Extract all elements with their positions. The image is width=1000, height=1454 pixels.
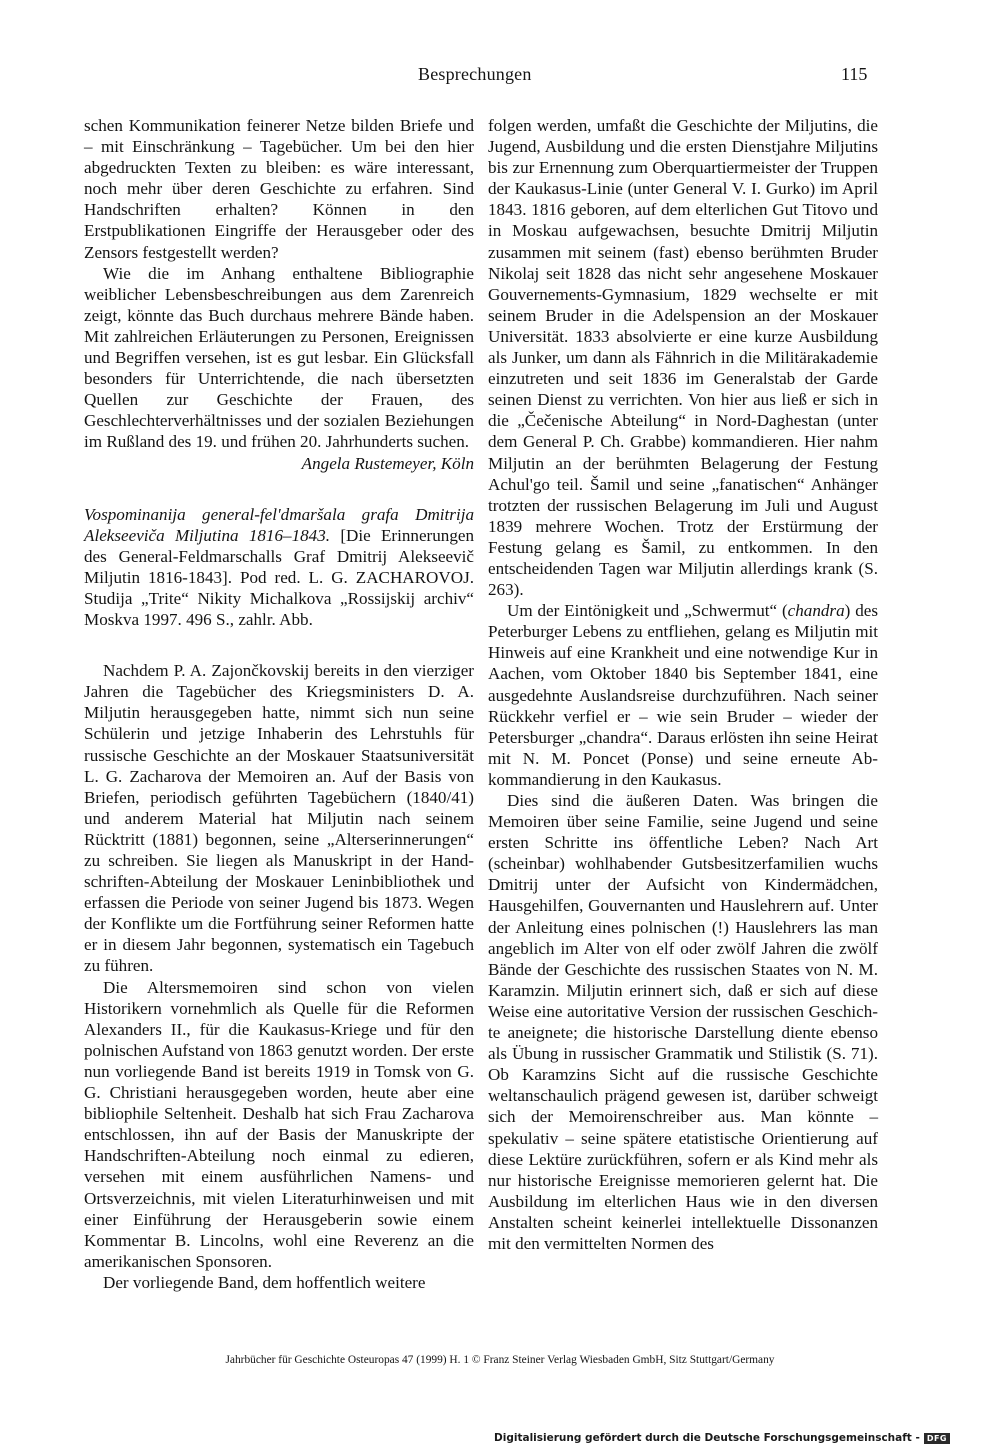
journal-footer: Jahrbücher für Geschichte Osteuropas 47 (1999) H. 1 © Franz Steiner Verlag Wiesbaden GmbH, Sitz Stuttgart/Germany: [225, 1354, 775, 1366]
book-title: Vospominanija general-fel'dmaršala grafa Dmitrija Alekseeviča Miljutina 1816–1843.: [84, 504, 474, 545]
paragraph: Nachdem P. A. Zajončkovskij bereits in den vierziger Jahren die Tagebücher des Kriegsministers D. A. Miljutin herausgegeben hatte, nimmt sich nun seine Schülerin und jetzige Inhaberin des Lehrstuhls für russische Geschichte an der Moskauer Staatsuniversität L. G. Zacharova der Memoiren an. Auf der Basis von Briefen, periodisch geführten Tagebüchern (1840/41) und anderem Material hat Miljutin nach seinem Rücktritt (1881) begonnen, seine „Alterserinnerungen“ zu schreiben. Sie liegen als Manuskript in der Handschriften-Abteilung der Moskauer Leninbibliothek und erfassen die Periode von seiner Jugend bis 1873. Wegen der Konflikte um die Fortführung seiner Reformen hatte er in diesem Jahr begonnen, systematisch ein Tagebuch zu führen.: [84, 661, 474, 976]
book-details: [Die Erinnerungen des General-Feldmarschalls Graf Dmitrij Alekseevič Miljutin 1816-1843]. Pod red. L. G. ZACHAROVOJ. Studija „Trite“ Nikity Michalkova „Rossijskij archiv“ Moskva 1997. 496 S., zahlr. Abb.: [84, 525, 475, 630]
section-gap: [84, 474, 474, 504]
digitization-text: Digitalisierung gefördert durch die Deutsche Forschungsgemeinschaft -: [494, 1432, 920, 1444]
text-span: ) des Peterburger Lebens zu entfliehen, gelang es Miljutin mit Hinweis auf eine Krankheit und eine notwendige Kur in Aachen, vom Oktober 1840 bis September 1841, eine ausgedehnte Auslandsreise durchzuführen. Nach seiner Rückkehr verfiel er – wie sein Bruder – wieder der Petersburger „chandra“. Daraus erlösten ihn seine Heirat mit N. M. Poncet (Ponse) und seine erneute Abkommandierung in den Kaukasus.: [488, 601, 878, 789]
paragraph-continued: schen Kommunikation feinerer Netze bilden Briefe und – mit Einschränkung – Tagebücher. Um bei den hier abgedruckten Texten zu bleiben: es wäre interessant, noch mehr über deren Geschichte zu erfahren. Sind Handschriften erhalten? Können in den Erstpublikationen Eingriffe der Herausgeber oder des Zensors festgestellt werden?: [84, 116, 474, 262]
left-column: [84, 115, 474, 1293]
dfg-logo: DFG: [924, 1433, 950, 1444]
running-title: Besprechungen: [418, 64, 532, 84]
digitization-note: [494, 1432, 950, 1444]
paragraph: Die Altersmemoiren sind schon von vielen Historikern vornehmlich als Quelle für die Reformen Alexanders II., für die Kaukasus-Kriege und für den polnischen Aufstand von 1863 genutzt worden. Der erste nun vorliegende Band ist bereits 1919 in Tomsk von G. G. Christiani herausgegeben worden, heute aber eine bibliophile Seltenheit. Deshalb hat sich Frau Zacharova entschlossen, ihn auf der Basis der Manuskripte der Handschriften-Abteilung noch einmal zu edieren, versehen mit einem ausführlichen Namens- und Ortsverzeichnis, mit vielen Literaturhinweisen und mit einer Einführung der Herausgeberin sowie einem Kommentar B. Lincolns, wohl eine Reverenz an die amerikanischen Sponsoren.: [84, 977, 474, 1271]
paragraph: [488, 600, 878, 790]
right-column: [488, 115, 878, 1254]
page-number: 115: [841, 64, 868, 84]
paragraph: Dies sind die äußeren Daten. Was bringen die Memoiren über seine Familie, seine Jugend und seine ersten Schritte ins öffentliche Leben? Nach Art (scheinbar) wohlhabender Gutsbesitzerfamilien wuchs Dmitrij unter der Aufsicht von Kindermädchen, Hausgehilfen, Gouvernanten und Hauslehrern auf. Unter der Anleitung eines polnischen (!) Hauslehrers las man angeblich im Alter von elf oder zwölf Jahren die zwölf Bände der Geschichte des russischen Staates von N. M. Karamzin. Miljutin erinnert sich, daß er sich auf diese Weise eine autoritative Version der russischen Geschichte aneignete; die historische Darstellung diente ebenso als Übung in russischer Grammatik und Stilistik (S. 71). Ob Karamzins Sicht auf die russische Geschichte weltanschaulich prägend gewesen ist, darüber schweigt sich der Memoirenschreiber aus. Man könnte – spekulativ – seine spätere etatistische Orientierung auf diese Lektüre zurückführen, sofern er als Kind mehr als nur historische Ereignisse memorieren gelernt hat. Die Ausbildung im elterlichen Haus wie in den diversen Anstalten scheint keinerlei intellektuelle Dissonanzen mit den vermittelten Normen des: [488, 791, 878, 1253]
paragraph-continued: folgen werden, umfaßt die Geschichte der Miljutins, die Jugend, Ausbildung und die ersten Dienstjahre Miljutins bis zur Ernennung zum Oberquartiermeister der Truppen der Kaukasus-Linie (unter General V. I. Gurko) im April 1843. 1816 geboren, auf dem elterlichen Gut Titovo und in Moskau aufgewachsen, besuchte Dmitrij Miljutin zusammen mit seinem (fast) ebenso berühmten Bruder Nikolaj seit 1828 das nicht sehr angesehene Moskauer Gouvernements-Gymnasium, 1829 wechselte er mit seinem Bruder in die Adelspension an der Moskauer Universität. 1833 absolvierte er eine kurze Ausbildung als Junker, um dann als Fähnrich in die Militärakademie einzutreten und seit 1836 im Generalstab der Garde seinen Dienst zu verrichten. Von hier aus ließ er sich in die „Čečenische Abteilung“ in Nord-Daghestan (unter dem General P. Ch. Grabbe) kommandieren. Hier nahm Miljutin an der berühmten Belagerung der Festung Achul'go teil. Šamil und seine „fanatischen“ Anhänger trotzten der russischen Belagerung im Juli und August 1839 mehrere Wochen. Trotz der Erstürmung der Festung gelang es Šamil, zu entkommen. In den entscheidenden Tagen war Miljutin allerdings krank (S. 263).: [488, 116, 878, 600]
section-gap: [84, 630, 474, 660]
italic-term: chandra: [787, 601, 845, 621]
text-span: Um der Eintönigkeit und „Schwermut“ (: [507, 601, 788, 621]
paragraph: Der vorliegende Band, dem hoffentlich weitere: [103, 1272, 426, 1292]
running-head: [0, 64, 1000, 90]
reviewer-signature: Angela Rustemeyer, Köln: [301, 453, 474, 473]
paragraph: Wie die im Anhang enthaltene Bibliographie weiblicher Lebensbeschreibungen aus dem Zarenreich zeigt, könnte das Buch durchaus mehrere Bände haben. Mit zahlreichen Erläuterungen zu Personen, Ereignissen und Begriffen versehen, ist es gut lesbar. Ein Glücksfall besonders für Unterrichtende, die nach übersetzten Quellen zur Geschichte der Frauen, des Geschlechterverhältnisses und der sozialen Beziehungen im Rußland des 19. und frühen 20. Jahrhunderts suchen.: [84, 263, 474, 452]
bibliographic-entry: [84, 504, 474, 631]
